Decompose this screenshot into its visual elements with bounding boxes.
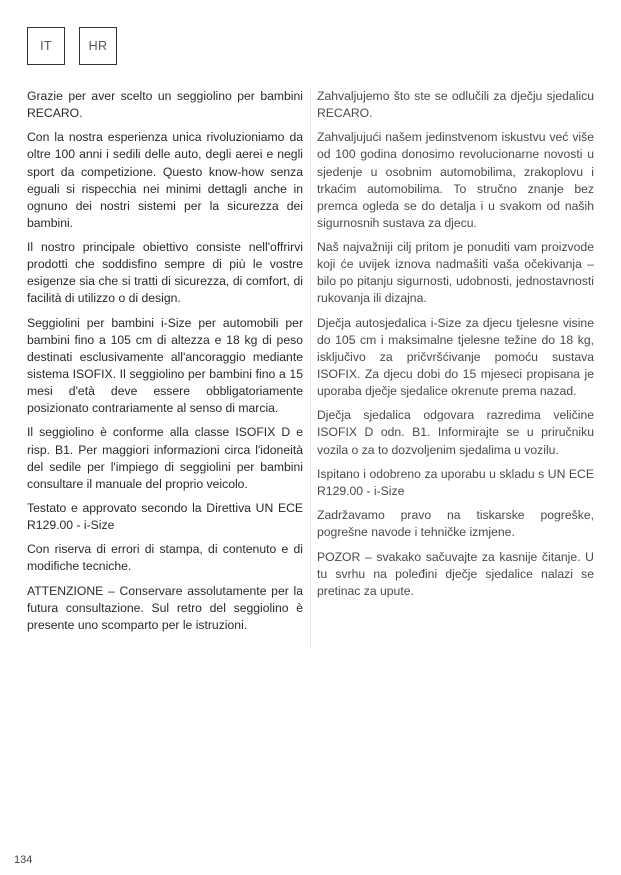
paragraph-it-1: Grazie per aver scelto un seggiolino per bambini RECARO. — [27, 89, 303, 121]
paragraph-it-4: Seggiolini per bambini i-Size per automobili per bambini fino a 105 cm di altezza e 18 kg di peso destinati esclusivamente all'ancoraggio mediante sistema ISOFIX. Il seggiolino per bambini fino a 15 mesi d'età deve essere obbligatoriamente posizionato contrariamente al senso di marcia. — [27, 315, 303, 416]
paragraph-it-8: ATTENZIONE – Conservare assolutamente per la futura consultazione. Sul retro del seggiolino è presente uno scomparto per le istruzioni. — [27, 583, 303, 632]
paragraph-it-7: Con riserva di errori di stampa, di contenuto e di modifiche tecniche. — [27, 542, 303, 574]
paragraph-it-6: Testato e approvato secondo la Direttiva UN ECE R129.00 - i-Size — [27, 501, 303, 533]
paragraph-hr-6: Ispitano i odobreno za uporabu u skladu s UN ECE R129.00 - i-Size — [317, 466, 594, 498]
paragraph-hr-7: Zadržavamo pravo na tiskarske pogreške, pogrešne navode i tehničke izmjene. — [317, 508, 594, 540]
paragraph-hr-2: Zahvaljujući našem jedinstvenom iskustvu već više od 100 godina donosimo revolucionarne novosti u sjedenje u osobnim automobilima, zrakoplovu i trkaćim automobilima. To stručno znanje bez premca ogleda se do detalja i u svakom od naših sigurnosnih sustava za djecu. — [317, 130, 594, 230]
paragraph-hr-4: Dječja autosjedalica i-Size za djecu tjelesne visine do 105 cm i maksimalne tjelesne težine do 18 kg, isključivo za pričvršćivanje pomoću sustava ISOFIX. Za djecu dobi do 15 mjeseci propisana je uporaba dječje sjedalice okrenute prema nazad. — [317, 315, 594, 399]
language-tab-hr — [79, 27, 117, 65]
page-number: 134 — [14, 854, 33, 866]
paragraph-it-2: Con la nostra esperienza unica rivoluzioniamo da oltre 100 anni i sedili delle auto, degli aerei e negli sport da competizione. Questo know-how senza eguali si rispecchia nei minimi dettagli anche in ognuno dei nostri sistemi per la sicurezza dei bambini. — [27, 130, 303, 230]
language-tab-it — [27, 27, 65, 65]
croatian-column — [317, 88, 594, 607]
paragraph-it-5: Il seggiolino è conforme alla classe ISOFIX D e risp. B1. Per maggiori informazioni circa l'idoneità del sedile per l'impiego di seggiolini per bambini consultare il manuale del proprio veicolo. — [27, 425, 303, 491]
paragraph-hr-5: Dječja sjedalica odgovara razredima veličine ISOFIX D odn. B1. Informirajte se u priručniku vozila o za to dozvoljenim sjedalima u vozilu. — [317, 408, 594, 457]
language-label-it: IT — [40, 39, 52, 53]
column-divider — [310, 88, 311, 648]
paragraph-hr-3: Naš najvažniji cilj pritom je ponuditi vam proizvode koji će uvijek iznova nadmašiti vaša očekivanja – bilo po pitanju sigurnosti, udobnosti, jednostavnosti rukovanja ili dizajna. — [317, 240, 594, 306]
italian-column — [27, 88, 303, 641]
paragraph-hr-8: POZOR – svakako sačuvajte za kasnije čitanje. U tu svrhu na poleđini dječje sjedalice nalazi se pretinac za upute. — [317, 549, 594, 598]
paragraph-it-3: Il nostro principale obiettivo consiste nell'offrirvi prodotti che soddisfino sempre di più le vostre esigenze sia che si tratti di sicurezza, di comfort, di facilità di utilizzo o di design. — [27, 240, 303, 306]
language-label-hr: HR — [88, 39, 108, 53]
paragraph-hr-1: Zahvaljujemo što ste se odlučili za dječju sjedalicu RECARO. — [317, 89, 594, 121]
